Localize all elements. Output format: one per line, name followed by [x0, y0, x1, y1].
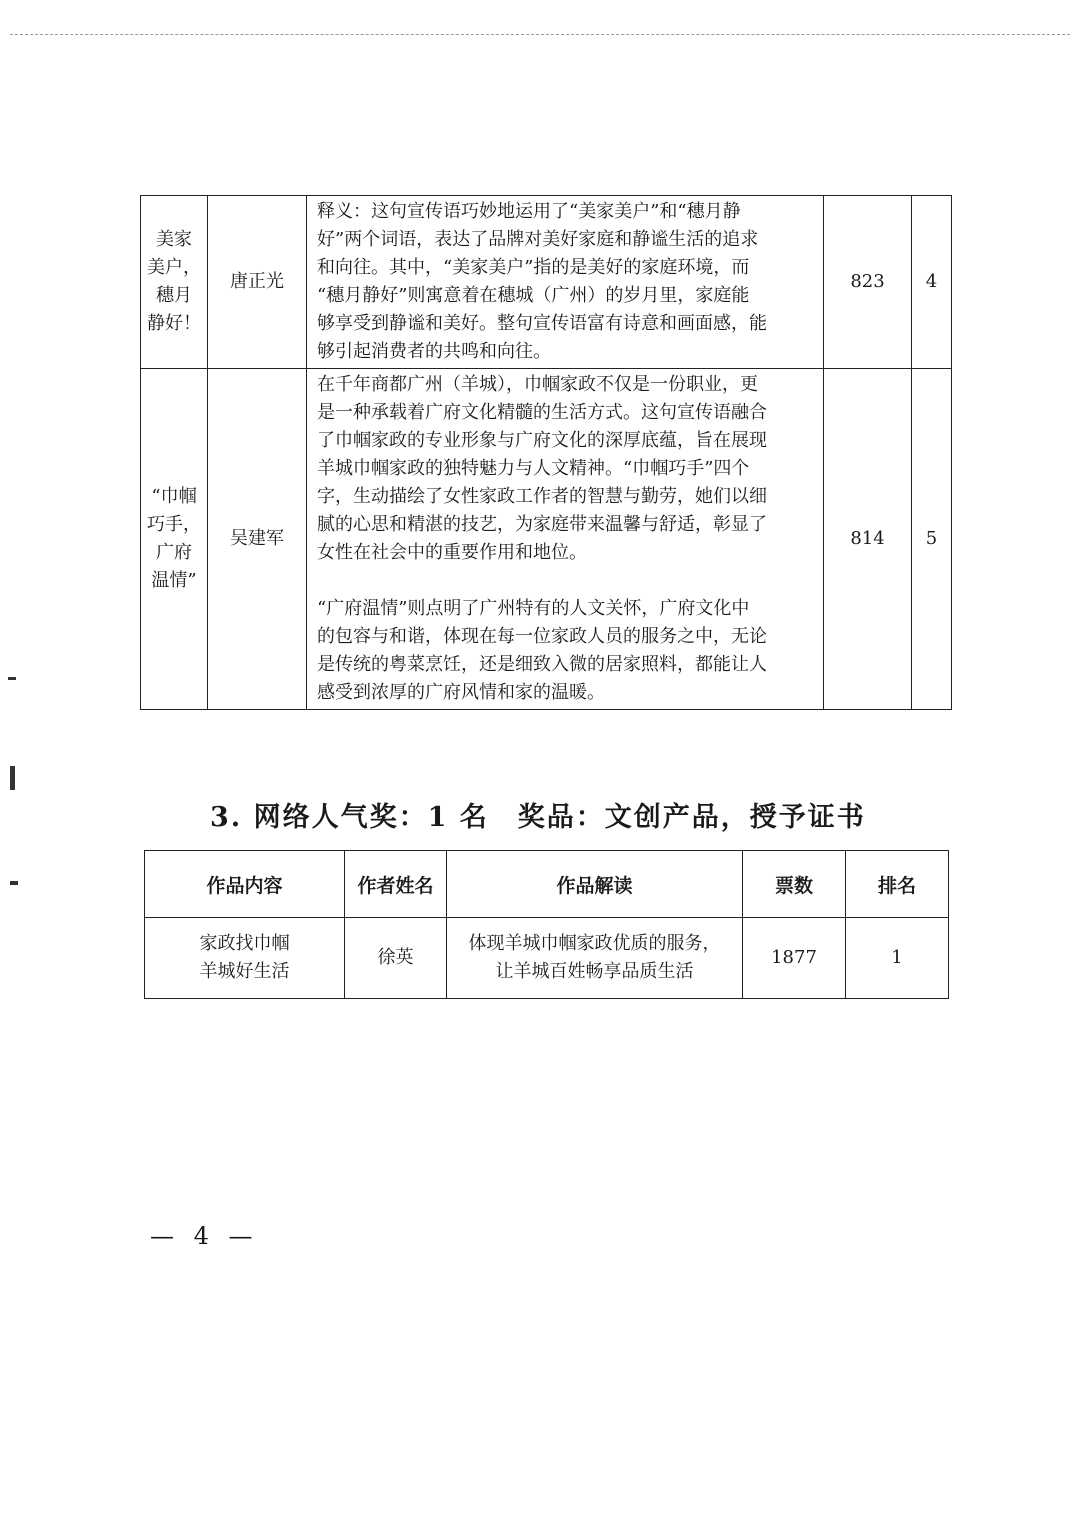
text-line: 释义：这句宣传语巧妙地运用了“美家美户”和“穗月静 [317, 201, 741, 222]
rank-cell: 5 [912, 369, 952, 710]
author-cell: 徐英 [345, 918, 447, 999]
text-line: 够引起消费者的共鸣和向往。 [317, 341, 551, 362]
text-line: “穗月静好”则寓意着在穗城（广州）的岁月里，家庭能 [317, 285, 750, 306]
author-cell: 唐正光 [208, 196, 307, 369]
rank-cell: 1 [846, 918, 949, 999]
content-line: 美家 [156, 229, 192, 250]
text-line: 的包容与和谐，体现在每一位家政人员的服务之中，无论 [317, 626, 767, 647]
content-line: 巧手， [147, 514, 201, 535]
column-header: 作品内容 [145, 851, 345, 918]
scan-top-edge [10, 34, 1070, 35]
text-line: 女性在社会中的重要作用和地位。 [317, 542, 587, 563]
page-number: — 4 — [150, 1222, 259, 1250]
table-row [141, 369, 952, 710]
work-content-cell [141, 196, 208, 369]
text-line: 是传统的粤菜烹饪，还是细致入微的居家照料，都能让人 [317, 654, 767, 675]
section-title: 3. 网络人气奖：1 名 奖品：文创产品，授予证书 [210, 802, 866, 833]
content-line: 家政找巾帼 [199, 933, 290, 954]
column-header: 作品解读 [447, 851, 743, 918]
scan-artifact [8, 677, 16, 680]
column-header: 作者姓名 [345, 851, 447, 918]
text-line: “广府温情”则点明了广州特有的人文关怀，广府文化中 [317, 598, 750, 619]
interpretation-cell [307, 369, 824, 710]
text-line: 在千年商都广州（羊城），巾帼家政不仅是一份职业，更 [317, 374, 758, 395]
table-row [145, 918, 949, 999]
content-line: 羊城好生活 [199, 961, 290, 982]
text-line: 字，生动描绘了女性家政工作者的智慧与勤劳，她们以细 [317, 486, 767, 507]
votes-cell: 823 [824, 196, 912, 369]
paragraph-gap [317, 567, 813, 595]
work-content-cell [141, 369, 208, 710]
text-line: 让羊城百姓畅享品质生活 [495, 961, 694, 982]
votes-cell: 814 [824, 369, 912, 710]
column-header: 票数 [743, 851, 846, 918]
table-row [141, 196, 952, 369]
content-line: 广府 [156, 542, 192, 563]
work-content-cell [145, 918, 345, 999]
content-line: 温情” [151, 570, 197, 591]
author-cell: 吴建军 [208, 369, 307, 710]
content-line: 静好！ [147, 313, 201, 334]
text-line: 够享受到静谧和美好。整句宣传语富有诗意和画面感，能 [317, 313, 767, 334]
rank-cell: 4 [912, 196, 952, 369]
text-line: 和向往。其中，“美家美户”指的是美好的家庭环境，而 [317, 257, 750, 278]
column-header: 排名 [846, 851, 949, 918]
entries-table-continued [140, 195, 952, 710]
content-line: 美户， [147, 257, 201, 278]
scan-artifact [10, 881, 18, 885]
votes-cell: 1877 [743, 918, 846, 999]
text-line: 了巾帼家政的专业形象与广府文化的深厚底蕴，旨在展现 [317, 430, 767, 451]
text-line: 是一种承载着广府文化精髓的生活方式。这句宣传语融合 [317, 402, 767, 423]
content-line: “巾帼 [151, 486, 197, 507]
text-line: 好”两个词语，表达了品牌对美好家庭和静谧生活的追求 [317, 229, 759, 250]
text-line: 羊城巾帼家政的独特魅力与人文精神。“巾帼巧手”四个 [317, 458, 750, 479]
scan-artifact [10, 766, 15, 790]
table-header-row [145, 851, 949, 918]
popularity-award-table [144, 850, 949, 999]
text-line: 体现羊城巾帼家政优质的服务， [468, 933, 721, 954]
text-line: 腻的心思和精湛的技艺，为家庭带来温馨与舒适，彰显了 [317, 514, 767, 535]
interpretation-cell [307, 196, 824, 369]
content-line: 穗月 [156, 285, 192, 306]
interpretation-cell [447, 918, 743, 999]
text-line: 感受到浓厚的广府风情和家的温暖。 [317, 682, 605, 703]
